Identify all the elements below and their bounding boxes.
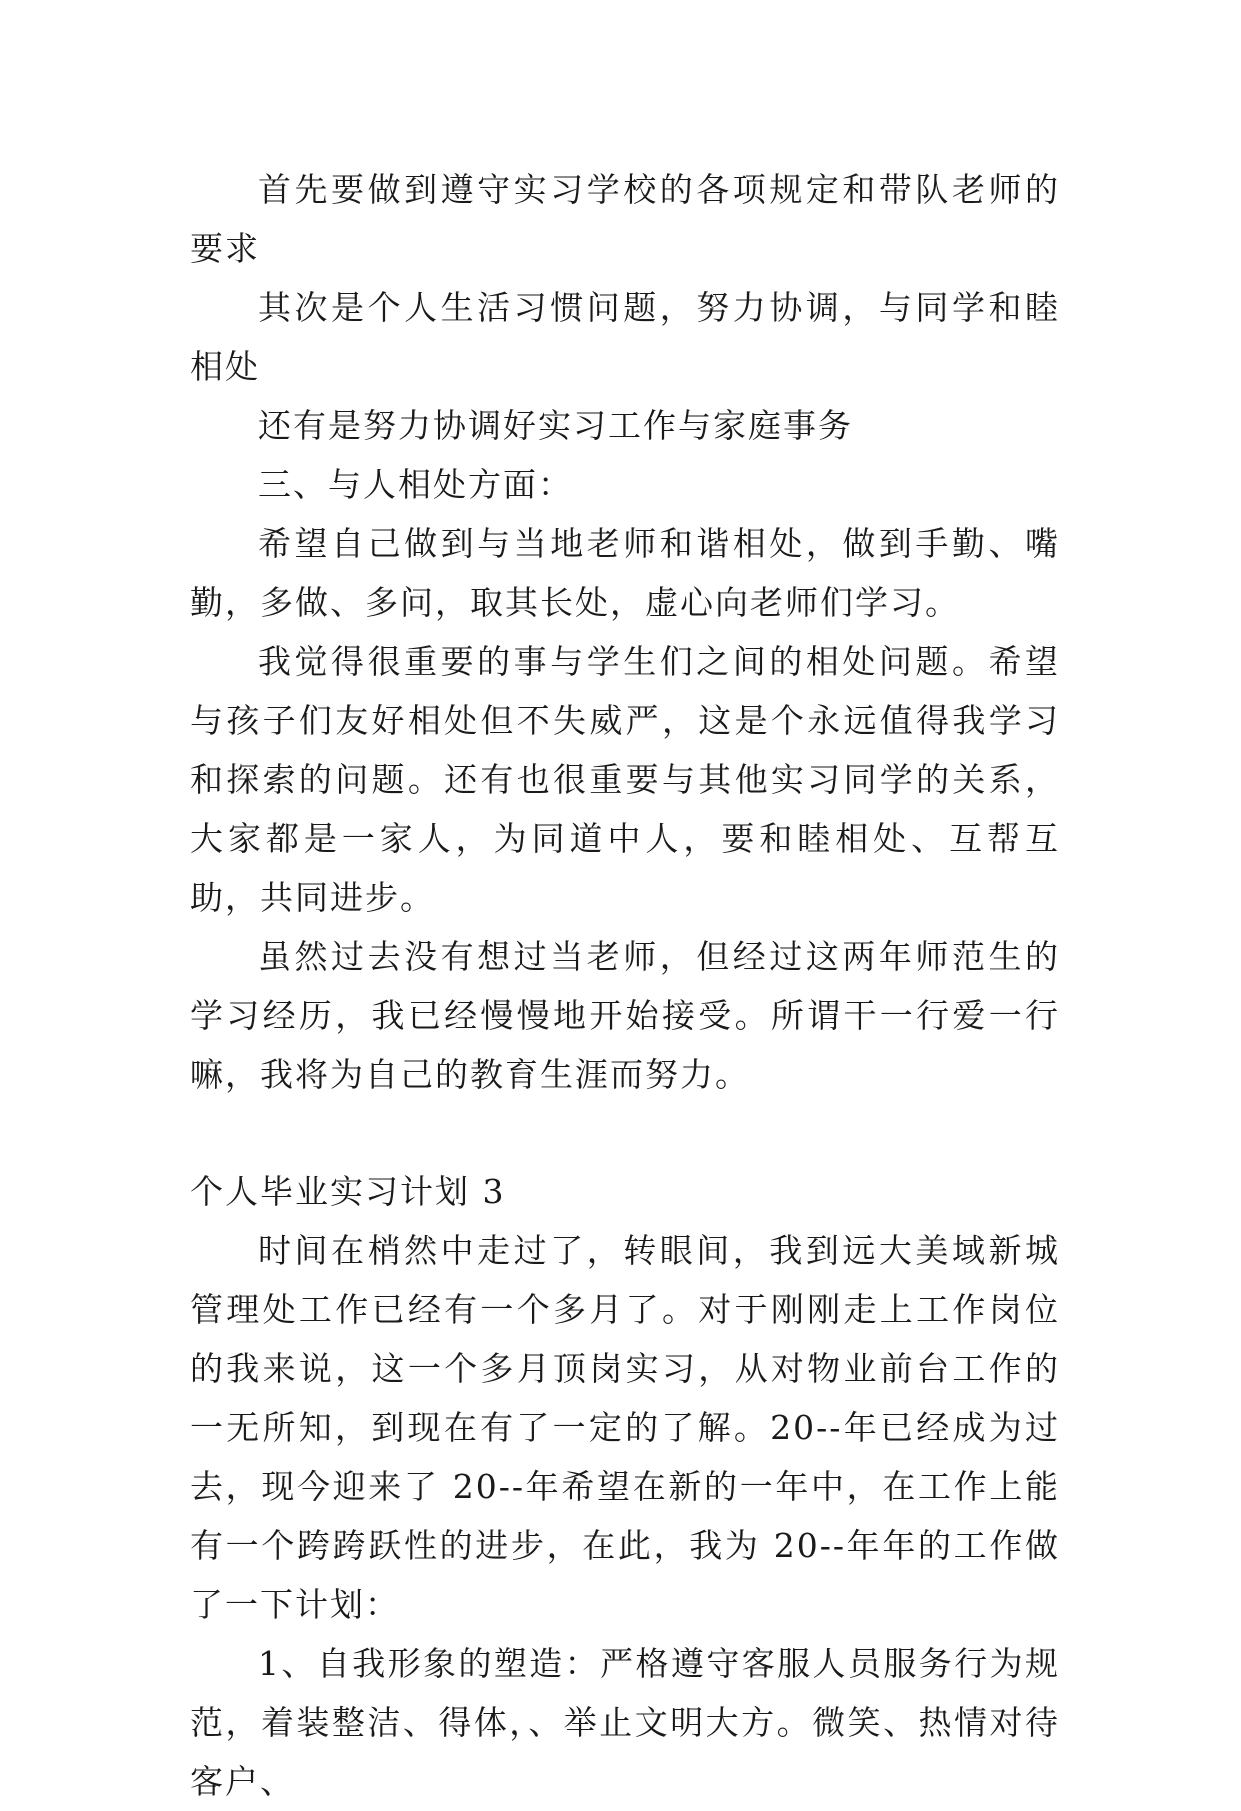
paragraph: 我觉得很重要的事与学生们之间的相处问题。希望与孩子们友好相处但不失威严，这是个永远值得我学习和探索的问题。还有也很重要与其他实习同学的关系，大家都是一家人，为同道中人，要和睦相处、互帮互助，共同进步。 bbox=[190, 642, 1060, 917]
document-body bbox=[190, 160, 1060, 1811]
section-title: 个人毕业实习计划 3 bbox=[190, 1172, 506, 1211]
paragraph: 其次是个人生活习惯问题，努力协调，与同学和睦相处 bbox=[190, 288, 1060, 386]
paragraph: 三、与人相处方面： bbox=[258, 465, 573, 504]
section-spacer bbox=[190, 1104, 1060, 1162]
paragraph: 虽然过去没有想过当老师，但经过这两年师范生的学习经历，我已经慢慢地开始接受。所谓干一行爱一行嘛，我将为自己的教育生涯而努力。 bbox=[190, 937, 1060, 1094]
paragraph: 时间在梢然中走过了，转眼间，我到远大美域新城管理处工作已经有一个多月了。对于刚刚走上工作岗位的我来说，这一个多月顶岗实习，从对物业前台工作的一无所知，到现在有了一定的了解。20--年已经成为过去，现今迎来了 20--年希望在新的一年中，在工作上能有一个跨跨跃性的进步，在此，我为 20--年年的工作做了一下计划： bbox=[190, 1231, 1060, 1624]
paragraph: 希望自己做到与当地老师和谐相处，做到手勤、嘴勤，多做、多问，取其长处，虚心向老师们学习。 bbox=[190, 524, 1060, 622]
paragraph: 首先要做到遵守实习学校的各项规定和带队老师的要求 bbox=[190, 170, 1060, 268]
paragraph: 还有是努力协调好实习工作与家庭事务 bbox=[258, 406, 853, 445]
paragraph: 1、自我形象的塑造：严格遵守客服人员服务行为规范，着装整洁、得体，、举止文明大方。微笑、热情对待客户、 bbox=[190, 1644, 1060, 1801]
